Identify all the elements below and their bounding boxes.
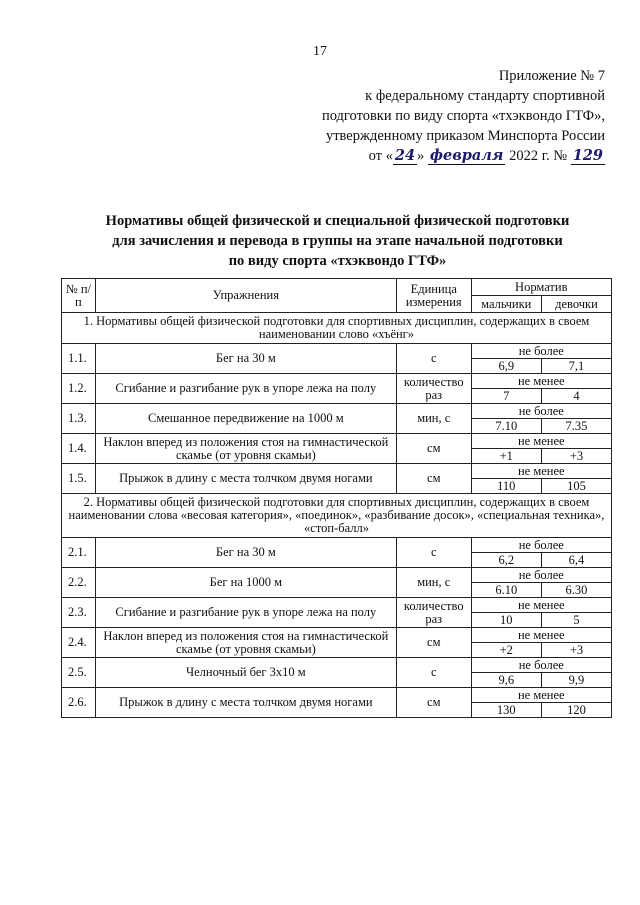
row-number: 2.3. [62, 598, 96, 628]
norm-condition: не более [471, 568, 611, 583]
date-year: 2022 г. № [509, 148, 568, 164]
exercise-name: Бег на 1000 м [95, 568, 396, 598]
exercise-name: Челночный бег 3х10 м [95, 658, 396, 688]
row-number: 2.1. [62, 538, 96, 568]
section-title: 2. Нормативы общей физической подготовки для спортивных дисциплин, содержащих в своем наименовании слова «весовая категория», «поединок», «разбивание досок», «специальная техника», «стоп-балл» [62, 494, 612, 538]
norm-condition: не менее [471, 434, 611, 449]
boys-value: 6,9 [471, 359, 541, 374]
appendix-date-line [300, 146, 605, 166]
header-unit: Единица измерения [396, 279, 471, 313]
norm-condition: не менее [471, 628, 611, 643]
norm-condition: не более [471, 658, 611, 673]
header-norm: Норматив [471, 279, 611, 296]
norm-condition: не менее [471, 598, 611, 613]
date-mid: » [417, 148, 425, 164]
girls-value: 5 [541, 613, 611, 628]
table-row [62, 344, 612, 359]
norm-condition: не менее [471, 688, 611, 703]
handwritten-number: 129 [572, 147, 603, 164]
boys-value: +1 [471, 449, 541, 464]
unit-cell: см [396, 628, 471, 658]
header-girls: девочки [541, 296, 611, 313]
unit-cell: количество раз [396, 374, 471, 404]
norm-condition: не более [471, 538, 611, 553]
appendix-title: Приложение № 7 [498, 68, 605, 84]
header-exercise: Упражнения [95, 279, 396, 313]
boys-value: 6,2 [471, 553, 541, 568]
row-number: 1.5. [62, 464, 96, 494]
girls-value: 9,9 [541, 673, 611, 688]
girls-value: 4 [541, 389, 611, 404]
table-row [62, 404, 612, 419]
header-row [62, 279, 612, 296]
row-number: 2.4. [62, 628, 96, 658]
row-number: 1.3. [62, 404, 96, 434]
exercise-name: Сгибание и разгибание рук в упоре лежа на полу [95, 598, 396, 628]
unit-cell: с [396, 658, 471, 688]
boys-value: 110 [471, 479, 541, 494]
exercise-name: Наклон вперед из положения стоя на гимнастической скамье (от уровня скамьи) [95, 434, 396, 464]
unit-cell: мин, с [396, 404, 471, 434]
girls-value: 6.30 [541, 583, 611, 598]
table-row [62, 568, 612, 583]
section-title: 1. Нормативы общей физической подготовки для спортивных дисциплин, содержащих в своем наименовании слово «хъёнг» [62, 313, 612, 344]
boys-value: 7 [471, 389, 541, 404]
norm-condition: не более [471, 344, 611, 359]
table-row [62, 538, 612, 553]
row-number: 2.2. [62, 568, 96, 598]
girls-value: 120 [541, 703, 611, 718]
boys-value: 6.10 [471, 583, 541, 598]
norm-condition: не более [471, 404, 611, 419]
row-number: 1.2. [62, 374, 96, 404]
boys-value: 9,6 [471, 673, 541, 688]
table-row [62, 688, 612, 703]
exercise-name: Прыжок в длину с места толчком двумя ногами [95, 688, 396, 718]
unit-cell: с [396, 538, 471, 568]
table-row [62, 464, 612, 479]
table-row [62, 434, 612, 449]
document-title [50, 211, 625, 271]
title-line: Нормативы общей физической и специальной физической подготовки [105, 213, 570, 229]
appendix-block [300, 66, 605, 166]
girls-value: 7,1 [541, 359, 611, 374]
girls-value: +3 [541, 449, 611, 464]
appendix-line: подготовки по виду спорта «тхэквондо ГТФ», [321, 108, 605, 124]
unit-cell: с [396, 344, 471, 374]
boys-value: 130 [471, 703, 541, 718]
title-line: по виду спорта «тхэквондо ГТФ» [228, 253, 447, 269]
row-number: 2.5. [62, 658, 96, 688]
boys-value: 10 [471, 613, 541, 628]
unit-cell: см [396, 464, 471, 494]
appendix-line: утвержденному приказом Минспорта России [325, 128, 605, 144]
table-row [62, 374, 612, 389]
boys-value: +2 [471, 643, 541, 658]
handwritten-day: 24 [394, 147, 416, 164]
norm-condition: не менее [471, 374, 611, 389]
exercise-name: Бег на 30 м [95, 344, 396, 374]
girls-value: +3 [541, 643, 611, 658]
header-boys: мальчики [471, 296, 541, 313]
row-number: 2.6. [62, 688, 96, 718]
date-prefix: от « [368, 148, 393, 164]
exercise-name: Наклон вперед из положения стоя на гимнастической скамье (от уровня скамьи) [95, 628, 396, 658]
table-row [62, 628, 612, 643]
exercise-name: Смешанное передвижение на 1000 м [95, 404, 396, 434]
girls-value: 7.35 [541, 419, 611, 434]
unit-cell: см [396, 434, 471, 464]
unit-cell: мин, с [396, 568, 471, 598]
row-number: 1.4. [62, 434, 96, 464]
girls-value: 105 [541, 479, 611, 494]
title-line: для зачисления и перевода в группы на этапе начальной подготовки [112, 233, 563, 249]
exercise-name: Сгибание и разгибание рук в упоре лежа на полу [95, 374, 396, 404]
girls-value: 6,4 [541, 553, 611, 568]
norms-table-body [62, 279, 612, 718]
unit-cell: см [396, 688, 471, 718]
exercise-name: Бег на 30 м [95, 538, 396, 568]
exercise-name: Прыжок в длину с места толчком двумя ногами [95, 464, 396, 494]
norm-condition: не менее [471, 464, 611, 479]
norms-table [61, 278, 612, 718]
appendix-line: к федеральному стандарту спортивной [365, 88, 605, 104]
header-num: № п/п [62, 279, 96, 313]
boys-value: 7.10 [471, 419, 541, 434]
unit-cell: количество раз [396, 598, 471, 628]
table-row [62, 658, 612, 673]
section-row [62, 313, 612, 344]
section-row [62, 494, 612, 538]
handwritten-month: февраля [429, 147, 504, 164]
page-number: 17 [313, 44, 327, 59]
table-row [62, 598, 612, 613]
row-number: 1.1. [62, 344, 96, 374]
